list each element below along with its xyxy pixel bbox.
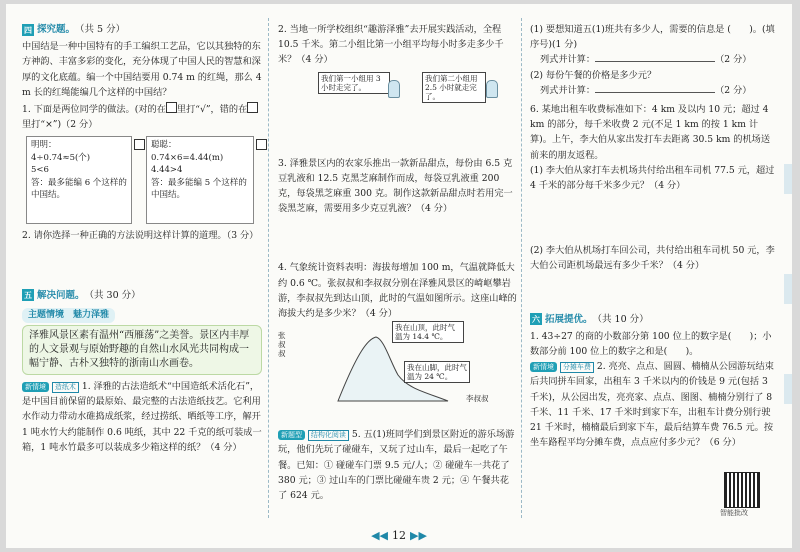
question-text: 新情境 分摊车费 2. 亮亮、点点、圆圆、楠楠从公园游玩结束后共同拼车回家，出租车 3 千米以内的价钱是 9 元(包括 3 千米)，从公园出发，亮亮家、点点、图图、楠楠分别行了 8 千米、11 千米、17 千米时到家下车，出租车计费分别行驶 21 千米时，楠楠最后到家下车，最后结算车费 76.5 元。按坐车路程平均分摊车费，点点应付多少元？（6 分）	[530, 361, 774, 449]
qr-label: 智能批改	[720, 509, 748, 517]
answer-line[interactable]	[595, 92, 715, 93]
question-text: (1) 李大伯从家打车去机场共付给出租车司机 77.5 元，超过 4 千米的部分每千米多少元？（4 分）	[530, 164, 775, 192]
question-text: 1. 下面是两位同学的做法。(对的在 里打“√”，错的在 里打“×”)（2 分）	[22, 102, 262, 132]
column-divider	[521, 18, 522, 518]
question-text: 新题型 结构化阅读 5. 五(1)班同学们到景区附近的游乐场游玩，他们先玩了碰碰车，又玩了过山车，最后一起吃了午餐。已知：① 碰碰车门票 9.5 元/人；② 碰碰车一共花了 380 元；③ 过山车的门票比碰碰车贵 2 元；④ 午餐共花了 624 元。	[278, 429, 515, 502]
student-figure	[486, 80, 498, 98]
illustration	[278, 68, 518, 106]
question-text: 2. 请你选择一种正确的方法说明这样计算的道理。（3 分）	[22, 230, 259, 242]
question-text: 3. 泽雅景区内的农家乐推出一款新品甜点，每份由 6.5 克豆乳液和 12.5 克黑芝麻制作而成，每袋豆乳液重 200 克，每袋黑芝麻重 300 克。制作这款新品甜点时若用完一袋黑芝麻，需要用多少克豆乳液？（4 分）	[278, 157, 513, 215]
question-text: (1) 要想知道五(1)班共有多少人，需要的信息是 ( )。(填序号)(1 分)	[530, 24, 775, 51]
theme-panel	[22, 307, 262, 375]
tag-label: 造纸术	[52, 382, 79, 393]
section-title: 探究题。	[37, 24, 76, 35]
section-number: 五	[24, 290, 32, 301]
section-score: （共 10 分）	[592, 313, 649, 325]
speech-bubble: 我在山脚，此时气温为 24 ℃。	[404, 361, 470, 383]
speech-bubble: 我在山顶，此时气温为 14.4 ℃。	[392, 321, 464, 343]
answer-space[interactable]	[278, 409, 518, 427]
theme-title: 主题情境 魅力泽雅	[22, 308, 115, 323]
student-solution-box: 聪聪： 0.74×6=4.44(m) 4.44>4 答：最多能编 5 个这样的中国结。	[146, 136, 254, 224]
question-text: 4. 气象统计资料表明：海拔每增加 100 m，气温就降低大约 0.6 ℃。张叔叔和李叔叔分别在泽雅风景区的崎岖攀岩游，李叔叔先到达山顶，此时的气温如图所示。这座山峰的海拔大约是多少米？（4 分）	[278, 262, 517, 320]
side-tab	[784, 164, 792, 194]
figure-label: 李叔叔	[466, 394, 489, 404]
side-tab	[784, 274, 792, 304]
question-text: 中国结是一种中国特有的手工编织工艺品，它以其独特的东方神韵、丰富多彩的变化，充分体现了中国人民的智慧和深厚的文化底蕴。编一个中国结要用 0.74 m 的红绳，那么 4 m 长的红绳能编几个这样的中国结？	[22, 41, 262, 98]
tag-label: 结构化阅读	[308, 430, 349, 441]
question-text: 新情境 造纸术 1. 泽雅的古法造纸术“中国造纸术活化石”，是中国目前保留的最原始、最完整的古法造纸技艺。它利用水作动力带动水碓捣成纸浆，经过捞纸、晒纸等工序，解开 1 吨水竹大约能制作 0.6 吨纸，其中 22 千克的纸可装成一箱，1 吨水竹最多可以装成多少箱这样的纸？（4 分）	[22, 381, 262, 453]
answer-line-row: 列式并计算： （2 分）	[540, 54, 752, 66]
student-figure	[388, 80, 400, 98]
page-number: ◀◀ 12 ▶▶	[371, 529, 427, 542]
answer-space[interactable]	[22, 244, 262, 288]
question-text: (2) 李大伯从机场打车回公司，共付给出租车司机 50 元，李大伯公司距机场最远有多少千米？（4 分）	[530, 245, 775, 272]
question-text: 1. 43÷27 的商的小数部分第 100 位上的数字是( )；小数部分前 100 位上的数字之和是( )。	[530, 330, 772, 358]
column-right	[530, 22, 775, 450]
tag-badge: 新题型	[278, 430, 305, 440]
mountain-illustration	[278, 321, 518, 409]
section-number: 六	[532, 314, 540, 325]
speech-bubble: 我们第一小组用 3 小时走完了。	[318, 72, 390, 94]
section-title: 解决问题。	[37, 289, 85, 301]
answer-space[interactable]	[530, 274, 775, 312]
column-left	[22, 22, 262, 455]
answer-space[interactable]	[278, 106, 518, 156]
question-text: 2. 当地一所学校组织“趣游泽雅”去开展实践活动，全程 10.5 千米。第二小组比第一小组平均每小时多走多少千米？（4 分）	[278, 24, 504, 66]
answer-line-row: 列式并计算： （2 分）	[540, 84, 752, 96]
section-title: 拓展提优。	[545, 313, 593, 325]
qr-code-icon[interactable]	[724, 472, 760, 508]
section-header	[22, 288, 262, 303]
student-solution-box: 明明： 4÷0.74≈5(个) 5<6 答：最多能编 6 个这样的中国结。	[26, 136, 132, 224]
question-text: (2) 每份午餐的价格是多少元？	[530, 69, 657, 81]
answer-box[interactable]	[166, 102, 177, 113]
worksheet-page	[6, 4, 792, 548]
theme-body: 泽雅风景区素有温州“西雁荡”之美誉。景区内丰厚的人文景观与原始野趣的自然山水风光共同构成一幅宁静、古朴又独特的浙南山水画卷。	[22, 325, 262, 375]
column-divider	[268, 18, 269, 518]
column-middle	[278, 22, 518, 503]
answer-space[interactable]	[530, 193, 775, 243]
section-score: （共 30 分）	[84, 289, 141, 301]
question-text: 6. 某地出租车收费标准如下：4 km 及以内 10 元；超过 4 km 的部分，每千米收费 2 元(不足 1 km 的按 1 km 计算)。上午，李大伯从家出发打车去距离 30.5 km 的机场送前来的朋友返程。	[530, 104, 771, 161]
answer-box[interactable]	[247, 102, 258, 113]
section-score: （共 5 分）	[75, 24, 126, 35]
tag-badge: 新情境	[22, 382, 49, 392]
answer-line[interactable]	[595, 61, 715, 62]
side-tab	[784, 374, 792, 404]
section-number: 四	[24, 24, 32, 35]
tag-badge: 新情境	[530, 362, 557, 372]
figure-label: 张叔叔	[278, 331, 286, 359]
answer-box[interactable]	[134, 139, 145, 150]
answer-space[interactable]	[278, 216, 518, 260]
speech-bubble: 我们第二小组用 2.5 小时就走完了。	[422, 72, 486, 103]
answer-box[interactable]	[256, 139, 267, 150]
section-header	[22, 22, 262, 37]
section-header	[530, 312, 775, 327]
tag-label: 分摊车费	[560, 362, 594, 373]
